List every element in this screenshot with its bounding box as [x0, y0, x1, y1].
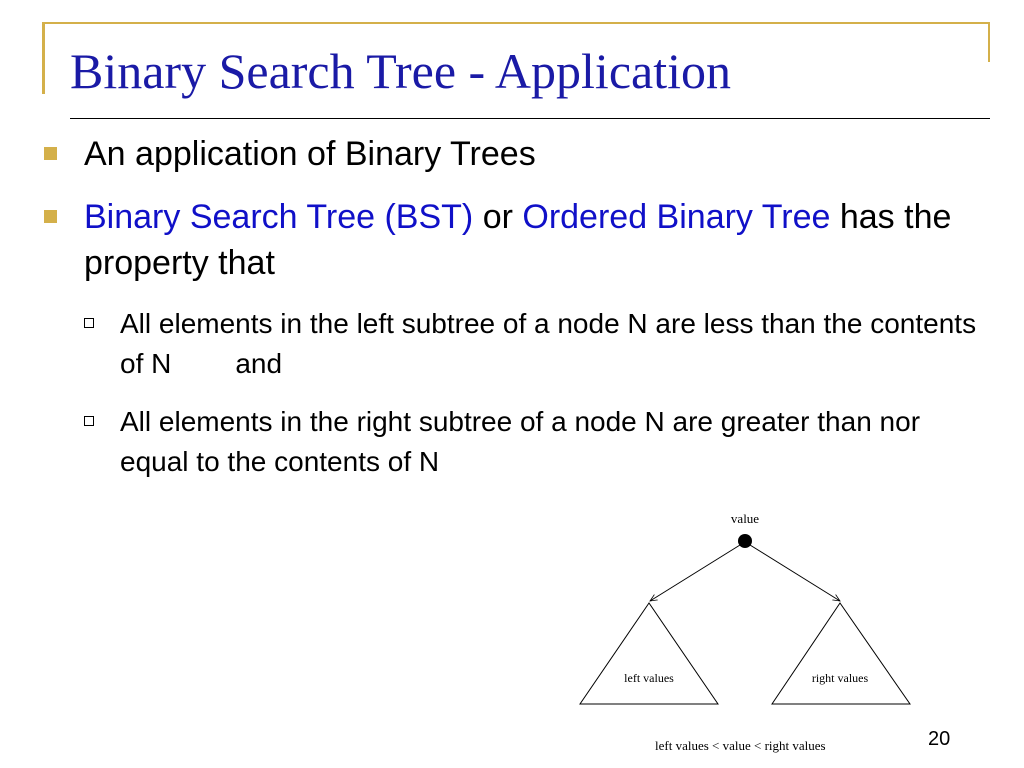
- bullet-1-text: An application of Binary Trees: [84, 135, 536, 173]
- left-edge-arrow: [650, 545, 740, 601]
- property-text: has the property that: [84, 198, 952, 282]
- page-number: 20: [928, 728, 951, 750]
- title-divider: [70, 118, 990, 119]
- term-ordered-binary-tree: Ordered Binary Tree: [522, 198, 831, 236]
- and-word: and: [235, 348, 283, 379]
- right-values-label: right values: [811, 671, 869, 685]
- left-subtree-rule: All elements in the left subtree of a node N are less than the contents of N: [120, 308, 977, 379]
- square-bullet-icon: [44, 210, 57, 223]
- left-values-label: left values: [624, 671, 674, 685]
- bullet-2-text: [84, 194, 954, 286]
- left-subtree-triangle: [580, 603, 718, 704]
- sub-bullet-2-text: All elements in the right subtree of a node N are greater than nor equal to the contents of N: [120, 406, 921, 477]
- connector-or: or: [473, 198, 523, 236]
- sub-bullet-1-text: [120, 304, 980, 384]
- hollow-square-bullet-icon: [84, 318, 94, 328]
- term-bst: Binary Search Tree (BST): [84, 198, 474, 236]
- square-bullet-icon: [44, 147, 57, 160]
- hollow-square-bullet-icon: [84, 416, 94, 426]
- right-edge-arrow: [750, 545, 840, 601]
- bst-diagram: [560, 500, 920, 715]
- diagram-caption: left values < value < right values: [655, 738, 826, 753]
- right-subtree-triangle: [772, 603, 910, 704]
- frame-left-line: [42, 22, 45, 94]
- frame-top-line: [42, 22, 990, 24]
- slide-title: Binary Search Tree - Application: [70, 43, 731, 99]
- root-node: [738, 534, 752, 548]
- root-label: value: [730, 511, 760, 526]
- frame-right-line: [988, 22, 990, 62]
